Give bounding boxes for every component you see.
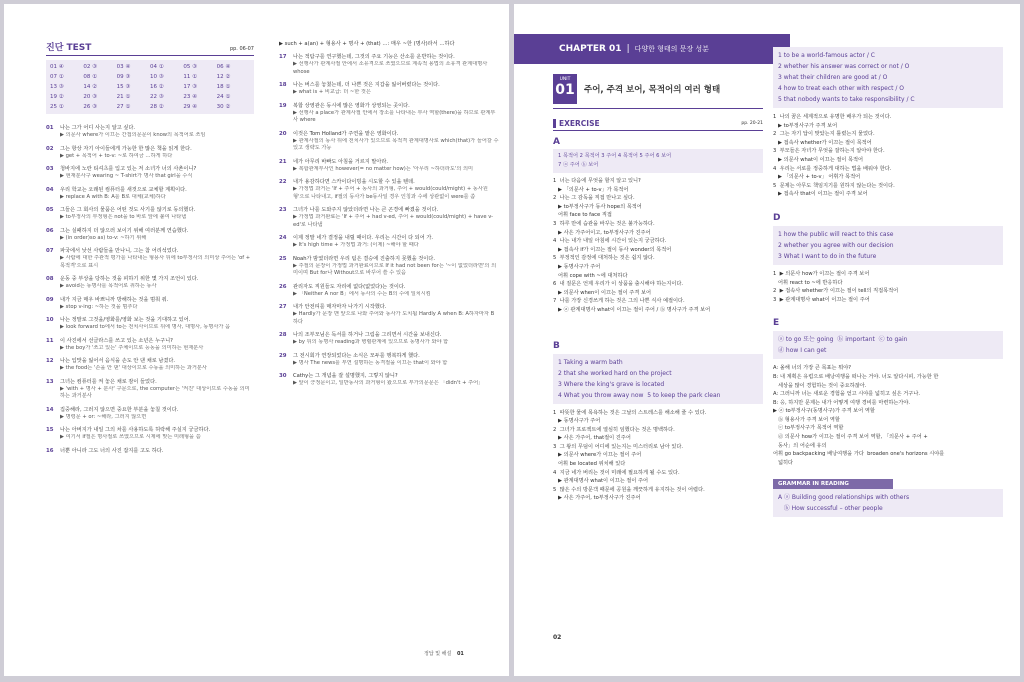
explanation-entry <box>46 227 254 243</box>
answer-cell: 27 ① <box>116 104 131 110</box>
answer-cell: 24 ① <box>216 94 231 100</box>
answer-cell: 13 ③ <box>50 84 64 90</box>
explanation-line <box>46 247 254 255</box>
section-b-answer: 1 Taking a warm bath <box>558 358 623 366</box>
question-number: 14 <box>46 406 54 413</box>
explanation-line <box>46 296 254 304</box>
question-number: 20 <box>279 130 287 137</box>
section-e-line: 동사」의 어순에 유의 <box>773 442 827 449</box>
grammar-answer: ⓑ How successful – other people <box>778 505 883 513</box>
explanation-entry <box>279 130 499 153</box>
section-e-box <box>773 331 1003 359</box>
section-d-answer: 1 how the public will react to this case <box>778 230 894 238</box>
explanation-note: ▶ (in order)so as) to-v: ~하기 위해 <box>60 234 147 241</box>
explanation-line <box>279 255 499 263</box>
grammar-box <box>773 489 1003 517</box>
section-e-line: 어휘 go backpacking 배낭여행을 가다 broaden one's horizons 시야를 <box>773 451 945 458</box>
section-e-answer: ⓐ to go 또는 going ⓑ important ⓒ to gain <box>778 336 908 344</box>
explanation-line <box>279 283 499 291</box>
answer-cell: 02 ③ <box>83 64 98 70</box>
explanation-entry <box>46 145 254 161</box>
question-number: 08 <box>46 276 54 282</box>
explanation-text: 이것은 Tom Holland가 주연을 맡은 영화이다. <box>293 130 399 137</box>
question-number: 01 <box>46 125 54 131</box>
explanation-entry <box>46 378 254 401</box>
chapter-label: CHAPTER 01 <box>559 44 622 54</box>
question-number: 09 <box>46 296 54 303</box>
section-c-answer: 4 how to treat each other with respect / O <box>778 85 905 92</box>
section-c-line: 4 우리는 서로를 정중하게 대하는 법을 배워야 한다. <box>773 165 892 172</box>
explanation-text: 그는 항상 자기 아이들에게 가능한 한 많은 책을 읽게 한다. <box>60 145 192 152</box>
explanation-entry <box>46 426 254 442</box>
question-number: 30 <box>279 373 287 379</box>
explanation-text: ▶ such + a(an) + 형용사 + 명사 + (that) …: 매우 ~한 (명사)라서 …하다 <box>279 41 455 47</box>
explanation-note: ▶ Hardly가 문장 맨 앞으로 나와 주어와 동사가 도치됨 Hardly A when B: A하자마자 B하다 <box>293 311 495 325</box>
explanation-text: 내가 용감하다면 스카이다이빙을 시도할 수 있을 텐데. <box>293 179 415 185</box>
answer-cell: 09 ③ <box>116 74 131 80</box>
question-number: 05 <box>46 207 54 213</box>
explanation-line <box>46 426 254 434</box>
section-e-line: 세상을 많이 경험하는 것이 중요하잖아. <box>773 382 867 389</box>
section-a-line: 어휘 cope with ~에 대처하다 <box>553 272 628 279</box>
answer-cell: 29 ④ <box>183 104 198 110</box>
explanation-text: 그녀는 컴퓨터를 켜 놓은 채로 잠이 들었다. <box>60 378 157 385</box>
section-d-label: D <box>773 212 781 223</box>
explanation-entry <box>46 275 254 291</box>
explanation-line <box>46 165 254 173</box>
explanations-col2 <box>279 40 499 388</box>
section-d-answer: 2 whether you agree with our decision <box>778 241 894 249</box>
section-e-line: ⓒ to부정사구가 목적어 역할 <box>773 425 844 432</box>
explanation-text: 나는 그가 어디 사는지 알고 싶다. <box>60 125 136 131</box>
explanation-line <box>46 275 254 283</box>
section-b-line: 2 그녀가 프로젝트에 열심히 임했다는 것은 명백하다. <box>553 426 675 433</box>
question-number: 26 <box>279 283 287 290</box>
explanation-text: 나는 정말로 그것을/영화를/영화 보는 것을 기대하고 있어. <box>60 317 191 323</box>
explanation-line <box>46 357 254 365</box>
answer-cell: 04 ① <box>149 64 164 70</box>
explanation-entry <box>279 234 499 250</box>
section-a-line: ▶ to부정사구가 동사 hope의 목적어 <box>553 203 642 210</box>
explanation-text: 운동 중 부상을 당하는 것을 피하기 위한 몇 가지 조언이 있다. <box>60 276 199 282</box>
explanation-note: ▶ what is + 비교급: 더 ~한 것은 <box>293 89 371 95</box>
explanation-text: 이제 정말 네가 결정을 내릴 때이다. 우리는 시간이 다 되어 가. <box>293 235 434 241</box>
explanation-note: ▶ 복합관계부사인 however(= no matter how)는 '아무리 ~하더라도'의 의미 <box>293 165 474 172</box>
answer-cell: 03 ④ <box>116 64 131 70</box>
answer-cell: 25 ① <box>50 104 64 110</box>
exercise-pages: pp. 20-21 <box>741 121 763 126</box>
section-b-line: ▶ 사은 가주어, that절이 진주어 <box>553 435 631 442</box>
unit-number: 01 <box>555 82 575 98</box>
explanation-text: 파국에서 낮선 사람들을 만나니, 그는 참 어리석었다. <box>60 248 179 254</box>
explanation-note: ▶ get + 목적어 + to-v: ~로 하여금 …하게 하다 <box>60 152 173 159</box>
section-a-line: ▶ 사은 가주어이고, to부정사구가 진주어 <box>553 229 651 236</box>
test-header <box>46 40 254 56</box>
question-number: 19 <box>279 102 287 109</box>
section-d-line: 2 ▶ 접속사 whether가 이끄는 절이 tell의 직접목적어 <box>773 288 899 295</box>
explanation-entry <box>279 81 499 97</box>
explanation-entry <box>279 178 499 201</box>
section-e-line: ⓓ 의문사 how가 이끄는 절이 주격 보어 역할, 「의문사 + 주어 + <box>773 434 928 441</box>
explanation-line <box>279 206 499 214</box>
section-a-line: 5 부정적인 감정에 대처하는 것은 쉽지 않다. <box>553 255 655 262</box>
explanation-note: ▶ replace A with B: A를 B로 대체(교체)하다 <box>60 193 166 200</box>
explanation-text: 집중해라, 그러지 않으면 중요한 부분을 놓칠 것이다. <box>60 406 179 413</box>
section-a-line: ▶ 의문사 when이 이끄는 절이 주격 보어 <box>553 289 651 296</box>
grammar-title: GRAMMAR IN READING <box>773 479 893 489</box>
question-number: 06 <box>46 227 54 234</box>
section-e-line: ⓑ 형용사가 주격 보어 역할 <box>773 416 840 423</box>
explanation-line <box>46 206 254 214</box>
explanation-note: ▶ 여기서 if절은 명사절로 쓰였으므로 시제에 맞는 미래형을 씀 <box>60 434 201 440</box>
explanation-entry <box>46 124 254 140</box>
explanation-note: ▶ by 뒤의 동명사 reading과 병렬관계에 있으므로 동명사가 와야 함 <box>293 339 449 345</box>
test-title: 진단 TEST <box>46 43 92 53</box>
explanation-entry <box>279 372 499 388</box>
answer-cell: 17 ③ <box>183 84 198 90</box>
answer-cell: 05 ③ <box>183 64 198 70</box>
section-e-line: B: 내 계획은 유럽으로 배낭여행을 떠나는 거야. 너도 알다시피, 가능한 한 <box>773 373 939 380</box>
explanation-line <box>46 406 254 414</box>
answer-cells <box>50 63 250 111</box>
explanation-note: ▶ stop v-ing: ~하는 것을 멈추다 <box>60 303 138 310</box>
answer-cell: 28 ② <box>149 104 164 110</box>
section-b-line: 1 따뜻한 물에 목욕하는 것은 그날의 스트레스를 해소해 줄 수 있다. <box>553 409 707 416</box>
section-a-line: 어휘 face to face 직접 <box>553 212 612 219</box>
question-number: 24 <box>279 235 287 241</box>
unit-label: UNIT <box>559 77 571 82</box>
answer-cell: 10 ③ <box>149 74 164 80</box>
explanation-line <box>279 303 499 311</box>
explanation-entry <box>46 247 254 270</box>
section-a-line: ▶ 「의문사 + to-v」가 목적어 <box>553 186 629 193</box>
explanation-text: 너뿐 아니라 그도 너의 사진 잡지를 고도 하다. <box>60 447 164 454</box>
answer-cell: 07 ① <box>50 74 64 80</box>
explanation-note: ▶ avoid는 동명사를 목적어로 취하는 동사 <box>60 283 157 289</box>
section-b-explanations <box>553 409 763 504</box>
explanation-note: ▶ 「Neither A nor B」에서 동사의 수는 B의 수에 일치시킴 <box>293 290 431 297</box>
section-a-line: 3 하루 만에 습관을 바꾸는 것은 불가능하다. <box>553 220 655 227</box>
explanation-text: 나는 아버지가 내일 그의 차를 사용하도록 허락해 주실지 궁금하다. <box>60 427 211 433</box>
section-c-line: 5 문제는 아무도 책임지기를 원하지 않는다는 것이다. <box>773 182 895 189</box>
test-pages: pp. 06-07 <box>229 46 254 52</box>
explanation-entry <box>46 165 254 181</box>
explanation-entry <box>46 316 254 332</box>
exercise-title: EXERCISE <box>553 119 600 128</box>
explanation-note: ▶ 'with + 명사 + 분사' 구문으로, the computer는 '켜진' 대상이므로 수동을 의미하는 과거분사 <box>60 385 250 399</box>
explanation-entry <box>46 337 254 353</box>
left-page <box>4 4 509 676</box>
section-c-line: ▶ 의문사 what이 이끄는 절이 목적어 <box>773 156 864 163</box>
section-e-line: B: 응, 하지만 문제는 내가 어떻게 여행 경비를 마련하는가야. <box>773 399 911 406</box>
answer-cell: 30 ② <box>216 104 231 110</box>
explanation-note: ▶ 명령문 + or: ~해라, 그러지 않으면 <box>60 413 147 420</box>
explanation-text: Noah가 밤였더라면 우리 팀은 결승에 진출하지 못했을 것이다. <box>293 255 435 262</box>
section-a-label: A <box>553 137 560 147</box>
section-a-line: 7 나를 가장 신경쓰게 하는 것은 그의 나쁜 식사 예절이다. <box>553 298 685 305</box>
explanation-text: Cathy는 그 개념을 잘 설명했지, 그렇지 않니? <box>293 373 398 379</box>
explanation-line <box>279 130 499 138</box>
explanation-entry <box>46 406 254 422</box>
explanation-text: 네가 아무리 바빠도 아침을 거르지 말아라. <box>293 158 389 165</box>
explanation-note: ▶ 주절의 문장이 가정법 과거완료이므로 If it had not been for는 '~이 없었더라면'의 의미이며 But for나 Without으로 바꾸어 쓸 수 있음 <box>293 262 497 276</box>
section-e-line: A: 올해 너의 가장 큰 목표는 뭐야? <box>773 365 851 372</box>
explanation-line <box>46 378 254 386</box>
section-a-line: ▶ ⓐ 관계대명사 what이 이끄는 절이 주어 / ⓑ 명사구가 주격 보어 <box>553 306 711 313</box>
explanation-line <box>46 145 254 153</box>
section-c-label: C <box>773 34 780 44</box>
chapter-banner: CHAPTER 01 | 다양한 형태의 문장 성분 <box>514 34 790 64</box>
explanation-note: ▶ 의문사 where가 이끄는 간접의문문이 know의 목적어로 쓰임 <box>60 132 206 138</box>
explanation-entry <box>46 206 254 222</box>
section-b-answer: 4 What you throw away now 5 to keep the park clean <box>558 391 721 399</box>
explanation-text: 그 전시회가 연장되었다는 소식은 모두를 행복하게 했다. <box>293 352 420 359</box>
question-number: 29 <box>279 352 287 359</box>
footer-label: 정답 및 해설 <box>424 651 452 657</box>
section-b-line: 어휘 be located 위치해 있다 <box>553 461 626 468</box>
section-b-answer: 2 that she worked hard on the project <box>558 369 672 377</box>
answer-cell: 16 ② <box>149 84 164 90</box>
section-a-line: ▶ 접속사 if가 이끄는 절이 동사 wonder의 목적어 <box>553 246 672 253</box>
explanation-note: ▶ 선행사가 관계사절 안에서 소유격으로 쓰였으므로 계속적 용법의 소유격 관계대명사 whose <box>293 61 488 75</box>
answer-cell: 20 ③ <box>83 94 98 100</box>
explanation-entry <box>279 206 499 229</box>
explanation-text: 내가 지금 매우 바쁘니까 방해하는 것을 멈춰 줘. <box>60 296 169 303</box>
section-c-line: 3 부모들은 자녀가 무엇을 잘하는지 알아야 한다. <box>773 148 885 155</box>
explanation-entry <box>279 102 499 125</box>
unit-badge <box>553 74 577 104</box>
section-b-answer: 3 Where the king's grave is located <box>558 380 665 388</box>
explanation-text: 청바지에 노란 티셔츠를 입고 있는 저 소녀가 너의 사촌이니? <box>60 166 197 172</box>
question-number: 10 <box>46 317 54 323</box>
right-column-2 <box>773 34 1003 517</box>
section-c-explanations <box>773 113 1003 199</box>
grammar-answer: A ⓐ Building good relationships with others <box>778 494 910 502</box>
section-b-line: ▶ 동명사구가 주어 <box>553 418 601 425</box>
explanation-line <box>279 81 499 89</box>
explanation-note: ▶ 선행사 a place가 관계사절 안에서 장소를 나타내는 부사 역할(there)을 하므로 관계부사 where <box>293 109 496 123</box>
section-a-line: 6 내 질문은 언제 우리가 이 상품을 출시해야 하는지이다. <box>553 281 684 288</box>
section-d-box <box>773 226 1003 265</box>
explanation-line <box>279 234 499 242</box>
question-number: 27 <box>279 304 287 310</box>
explanation-line <box>279 352 499 360</box>
question-number: 03 <box>46 166 54 172</box>
section-c-line: ▶ 접속사 that이 이끄는 절이 주격 보어 <box>773 191 868 198</box>
diagnostic-test-column <box>46 40 254 460</box>
section-b-line: ▶ 사은 가주어, to부정사구가 진주어 <box>553 495 641 502</box>
section-a-line: ▶ 동명사구가 주어 <box>553 263 601 270</box>
explanation-line <box>279 53 499 61</box>
explanation-entry <box>46 357 254 373</box>
answer-cell: 23 ④ <box>183 94 198 100</box>
question-number: 21 <box>279 158 287 165</box>
section-a-line: 1 너는 다음에 무엇을 할지 알고 있니? <box>553 178 641 184</box>
answer-cell: 21 ① <box>116 94 131 100</box>
section-b-line: 4 지금 네가 버리는 것이 미래에 필요하게 될 수도 있다. <box>553 469 680 476</box>
section-b-box <box>553 354 763 404</box>
section-c-box <box>773 47 1003 108</box>
explanation-entry <box>279 158 499 174</box>
section-b-line: ▶ 관계대명사 what이 이끄는 절이 주어 <box>553 478 649 485</box>
section-e-line: A: 그러니까 너는 새로운 경험을 얻고 시야를 넓히고 싶은 거구나. <box>773 391 920 398</box>
section-b-label: B <box>553 340 560 351</box>
section-c-answer: 5 that nobody wants to take responsibility / C <box>778 96 915 103</box>
explanation-text: 복합 상영관은 동시에 많은 영화가 상영되는 곳이다. <box>293 102 410 109</box>
explanation-text: 내가 안전띠를 매자마자 나가기 시작했다. <box>293 304 387 310</box>
explanation-text: 그들은 그 회사의 물품은 어떤 것도 사기를 않기로 동의했다. <box>60 207 196 213</box>
unit-title: 주어, 주격 보어, 목적어의 여러 형태 <box>584 85 721 95</box>
explanation-text: 나는 버스를 놓쳤는데, 더 나쁜 것은 지갑을 잃어버렸다는 것이다. <box>293 82 440 88</box>
explanation-note: ▶ 가정법 과거완료는 'If + 주어 + had v-ed, 주어 + would(could/might) + have v-ed'로 나타냄 <box>293 214 493 228</box>
question-number: 28 <box>279 332 287 338</box>
section-a-answers-2: 7 ⓐ 주어 ⓑ 보어 <box>558 162 599 168</box>
explanation-line <box>279 331 499 339</box>
section-c-answer: 3 what their children are good at / O <box>778 74 888 81</box>
question-number: 13 <box>46 378 54 385</box>
section-e-label: E <box>773 318 780 329</box>
question-number: 15 <box>46 427 54 433</box>
explanation-entry <box>46 447 254 455</box>
section-e-answer: ⓓ how I can get <box>778 347 827 355</box>
explanation-note: ▶ the boy가 '쓰고 있는' 주체이므로 능동을 의미하는 현재분사 <box>60 344 204 351</box>
explanation-entry <box>46 186 254 202</box>
section-a-answers: 1 목적어 2 목적어 3 주어 4 목적어 5 주어 6 보어 <box>558 153 672 159</box>
explanation-text: 우리 학교는 오래된 컴퓨터를 새것으로 교체할 계획이다. <box>60 186 187 193</box>
section-c-line: ▶ 「의문사 + to-v」 어휘가 목적어 <box>773 174 861 181</box>
section-e-explanations <box>773 364 1003 467</box>
explanation-text: 나는 적탐구를 연구했는데, 그것의 주요 기능은 산소를 운반하는 것이다. <box>293 54 455 60</box>
explanation-entry <box>279 331 499 347</box>
explanation-note: ▶ to부정사의 부정형은 not을 to 바로 앞에 붙여 나타냄 <box>60 214 187 220</box>
section-e-line: 넓히다 <box>773 459 793 466</box>
explanation-entry <box>279 303 499 326</box>
question-number: 18 <box>279 82 287 88</box>
explanation-note: ▶ 가정법 과거는 'If + 주어 + 동사의 과거형, 주어 + would(could/might) + 동사원형'으로 나타내고, if절의 동사가 be동사일 경우 인칭과 수에 상관없이 were를 씀 <box>293 186 488 200</box>
explanation-text: 나의 조부모님은 독서를 하거나 그림을 그리면서 시간을 보내신다. <box>293 332 442 338</box>
section-b-line: ▶ 의문사 where가 이끄는 절이 주어 <box>553 452 642 459</box>
explanation-text: 나는 입맛을 잃어서 음식을 손도 안 댄 채로 남겼다. <box>60 358 176 364</box>
section-d-line: 1 ▶ 의문사 how가 이끄는 절이 주격 보어 <box>773 270 870 277</box>
right-footer-page: 02 <box>553 634 562 641</box>
section-c-line: 2 그는 자기 답이 맞았는지 틀렸는지 물었다. <box>773 131 875 138</box>
explanation-line <box>279 372 499 380</box>
section-a-line: 4 나는 내가 내일 아침에 시간이 있는지 궁금하다. <box>553 238 667 245</box>
explanation-text: 그는 실패하지 더 않으러 보이기 위해 여러분께 연습했다. <box>60 227 189 234</box>
section-d-line: 어휘 react to ~에 반응하다 <box>773 279 843 286</box>
answer-cell: 15 ③ <box>116 84 131 90</box>
question-number: 25 <box>279 255 287 262</box>
section-d-line: 3 ▶ 관계대명사 what이 이끄는 절이 주어 <box>773 296 870 303</box>
explanation-line <box>279 40 499 48</box>
explanations-col1 <box>46 124 254 455</box>
chapter-title: 다양한 형태의 문장 성분 <box>634 45 709 53</box>
section-a-box <box>553 149 763 173</box>
explanation-entry <box>279 53 499 76</box>
explanation-entry <box>279 255 499 278</box>
section-c-answer: 1 to be a world-famous actor / C <box>778 52 875 59</box>
question-number: 22 <box>279 179 287 185</box>
explanation-text: 관리자도 직원들도 자리에 없다(없었다)는 것이다. <box>293 283 406 290</box>
explanation-text: 그녀가 나를 도와주지 않았더라면 나는 큰 곤경에 빠졌을 것이다. <box>293 207 439 213</box>
section-a-explanations <box>553 177 763 315</box>
answer-cell: 11 ① <box>183 74 198 80</box>
explanation-line <box>279 178 499 186</box>
left-footer <box>424 650 464 657</box>
explanation-note: ▶ 현재분사구 wearing ~ T-shirt가 명사 that girl을 수식 <box>60 173 193 179</box>
right-column-1 <box>553 34 763 641</box>
explanation-line <box>279 158 499 166</box>
explanation-note: ▶ the food는 '손을 안 댄' 대상이므로 수동을 의미하는 과거분사 <box>60 365 207 371</box>
section-d-answer: 3 What I want to do in the future <box>778 252 877 260</box>
explanation-line <box>46 316 254 324</box>
answer-cell: 01 ④ <box>50 64 64 70</box>
question-number: 23 <box>279 207 287 213</box>
explanation-line <box>46 186 254 194</box>
explanation-line <box>279 102 499 110</box>
explanation-note: ▶ 앞이 긍정문이고, 일반동사의 과거형이 왔으므로 부가의문문은 「didn't + 주어」 <box>293 380 484 386</box>
answer-cell: 18 ① <box>216 84 231 90</box>
question-number: 11 <box>46 337 54 344</box>
question-number: 17 <box>279 54 287 60</box>
answer-cell: 22 ③ <box>149 94 164 100</box>
section-c-line: ▶ to부정사구가 주격 보어 <box>773 122 838 129</box>
section-d-explanations <box>773 270 1003 304</box>
explanation-entry <box>46 296 254 312</box>
answer-cell: 08 ① <box>83 74 98 80</box>
explanation-note: ▶ 사람에 대한 주관적 평가를 나타내는 형용사 뒤에 to부정사의 의미상 주어는 'of + 목적격'으로 표시 <box>60 255 251 269</box>
explanation-line <box>46 227 254 235</box>
answer-grid <box>46 60 254 114</box>
answer-cell: 12 ② <box>216 74 231 80</box>
explanation-note: ▶ look forward to에서 to는 전치사이므로 뒤에 명사, 대명사, 동명사가 옴 <box>60 324 231 330</box>
section-b-line: 3 그 왕의 무덤이 어디에 있는지는 미스터리로 남아 있다. <box>553 443 684 450</box>
section-e-line: ▶ ⓐ to부정사구(동명사구)가 주격 보어 역할 <box>773 408 875 415</box>
question-number: 12 <box>46 358 54 364</box>
right-page <box>514 4 1020 676</box>
section-c-answer: 2 whether his answer was correct or not / O <box>778 63 910 70</box>
explanations-column-2 <box>279 40 499 393</box>
explanation-line <box>46 447 254 455</box>
question-number: 16 <box>46 447 54 454</box>
answer-cell: 26 ③ <box>83 104 98 110</box>
answer-cell: 19 ② <box>50 94 64 100</box>
unit-heading <box>553 74 763 109</box>
explanation-line <box>46 337 254 345</box>
question-number: 04 <box>46 186 54 193</box>
explanation-text: 이 사진에서 선글라스를 쓰고 있는 소년은 누구니? <box>60 337 173 344</box>
explanation-note: ▶ 명사 The news를 부연 설명하는 동격절을 이끄는 that이 와야 함 <box>293 359 448 366</box>
footer-page: 01 <box>456 651 464 657</box>
explanation-note: ▶ It's high time + 가정법 과거: (이제) ~해야 할 때다 <box>293 242 419 248</box>
question-number: 02 <box>46 145 54 152</box>
section-b-line: 5 많은 수의 방문객 때문에 공원을 깨끗하게 유지하는 것이 어렵다. <box>553 486 705 493</box>
answer-cell: 14 ② <box>83 84 98 90</box>
exercise-header <box>553 119 763 131</box>
explanation-entry <box>279 283 499 299</box>
answer-cell: 06 ④ <box>216 64 231 70</box>
explanation-note: ▶ 관계사절의 동사 뒤에 전치사가 있으므로 목적격 관계대명사로 which(that)가 들어갈 수 있고 생략도 가능 <box>293 137 499 151</box>
explanation-line <box>46 124 254 132</box>
explanation-entry <box>279 352 499 368</box>
explanation-entry <box>279 40 499 48</box>
section-c-line: 1 나의 꿈은 세계적으로 유명한 배우가 되는 것이다. <box>773 114 892 120</box>
section-c-line: ▶ 접속사 whether가 이끄는 절이 목적어 <box>773 139 872 146</box>
section-a-line: 2 나는 그 감독을 직접 만나고 싶다. <box>553 195 635 202</box>
question-number: 07 <box>46 248 54 254</box>
